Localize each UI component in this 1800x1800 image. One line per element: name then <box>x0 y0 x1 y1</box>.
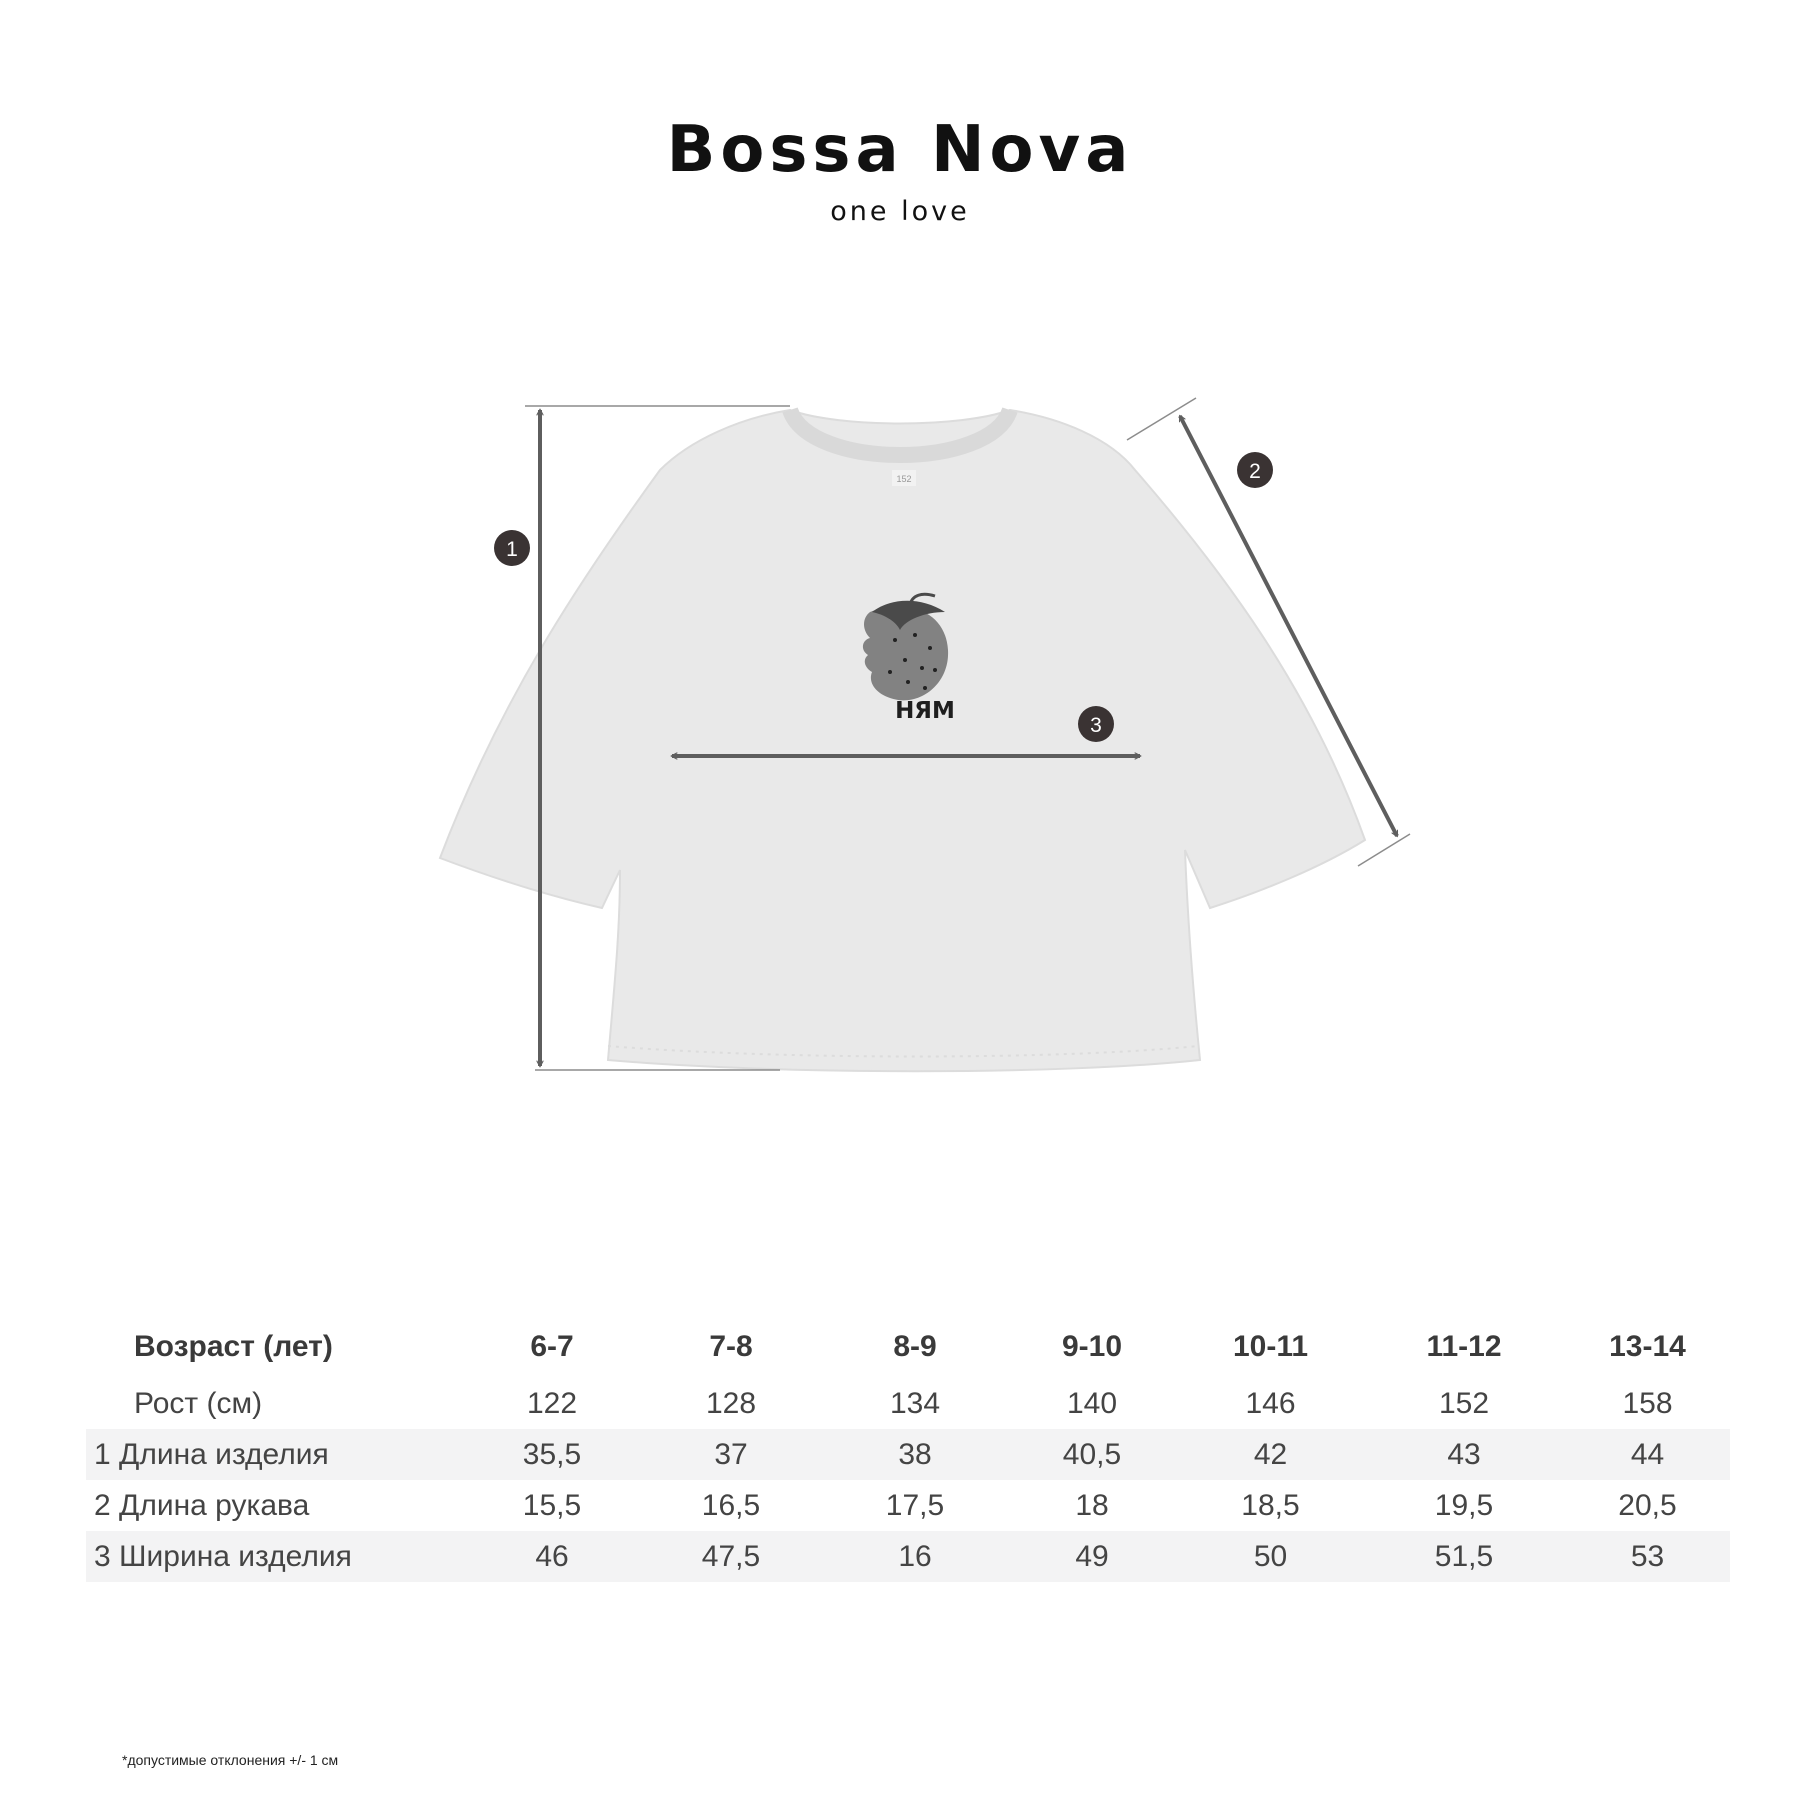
size-tag-text: 152 <box>896 474 912 484</box>
header-cell: 8-9 <box>893 1330 937 1363</box>
table-cell: 37 <box>638 1429 824 1480</box>
table-cell: 43 <box>1363 1429 1565 1480</box>
table-cell: 146 <box>1245 1386 1296 1420</box>
table-header-row <box>86 1316 1730 1378</box>
table-cell: 15,5 <box>522 1488 582 1522</box>
table-cell: 44 <box>1565 1429 1730 1480</box>
table-row-height <box>86 1378 1730 1429</box>
header-cell: 6-7 <box>530 1330 574 1363</box>
print-text: НЯМ <box>895 698 955 724</box>
table-cell: 53 <box>1565 1531 1730 1582</box>
table-cell: 140 <box>1066 1386 1118 1420</box>
brand-logo <box>0 110 1800 227</box>
table-cell: 49 <box>1006 1531 1178 1582</box>
table-cell: 40,5 <box>1006 1429 1178 1480</box>
table-row-length <box>86 1429 1730 1480</box>
table-cell: 158 <box>1622 1386 1673 1420</box>
header-cell: 13-14 <box>1609 1330 1686 1363</box>
svg-text:1: 1 <box>506 538 518 561</box>
table-cell: 16,5 <box>701 1488 761 1522</box>
table-cell: 50 <box>1178 1531 1363 1582</box>
table-cell: 35,5 <box>466 1429 638 1480</box>
table-cell: 46 <box>466 1531 638 1582</box>
header-label: Возраст (лет) <box>134 1330 333 1363</box>
svg-text:3: 3 <box>1090 714 1102 737</box>
header-cell: 7-8 <box>709 1330 753 1363</box>
table-cell: 18 <box>1075 1488 1109 1522</box>
table-cell: 38 <box>824 1429 1006 1480</box>
table-cell: 16 <box>824 1531 1006 1582</box>
table-cell: 122 <box>526 1386 578 1420</box>
table-cell: 134 <box>889 1386 941 1420</box>
header-cell: 10-11 <box>1232 1330 1309 1363</box>
table-row-width <box>86 1531 1730 1582</box>
brand-title: Bossa Nova <box>666 113 1134 187</box>
table-cell: 19,5 <box>1434 1488 1494 1522</box>
row-label: 1 Длина изделия <box>86 1429 466 1480</box>
table-row-sleeve <box>86 1480 1730 1531</box>
table-cell: 47,5 <box>638 1531 824 1582</box>
brand-subtitle: one love <box>830 196 970 227</box>
row-label: Рост (см) <box>134 1386 263 1420</box>
table-cell: 18,5 <box>1241 1488 1300 1522</box>
table-cell: 51,5 <box>1363 1531 1565 1582</box>
row-label: 3 Ширина изделия <box>86 1531 466 1582</box>
header-cell: 9-10 <box>1061 1330 1123 1363</box>
table-cell: 128 <box>705 1386 757 1420</box>
table-cell: 42 <box>1178 1429 1363 1480</box>
row-label: 2 Длина рукава <box>94 1488 310 1522</box>
garment-measurement-diagram <box>0 380 1800 1080</box>
size-chart-table <box>86 1316 1730 1582</box>
svg-text:2: 2 <box>1249 460 1261 483</box>
table-cell: 17,5 <box>885 1488 945 1522</box>
tolerance-footnote: *допустимые отклонения +/- 1 см <box>122 1752 339 1768</box>
header-cell: 11-12 <box>1426 1330 1502 1363</box>
table-cell: 20,5 <box>1618 1488 1677 1522</box>
table-cell: 152 <box>1438 1386 1490 1420</box>
